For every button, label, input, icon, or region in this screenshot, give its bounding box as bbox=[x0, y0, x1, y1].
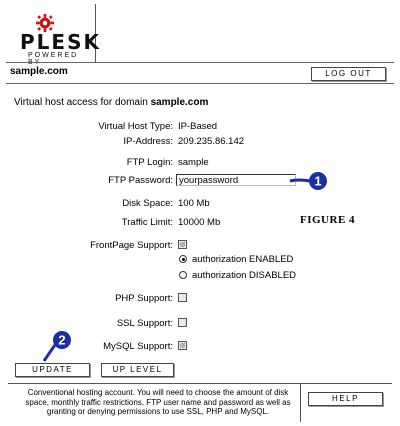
update-button[interactable]: UPDATE bbox=[15, 363, 90, 377]
traffic-limit-label: Traffic Limit: bbox=[121, 217, 173, 228]
annotation-marker-1 bbox=[288, 170, 328, 192]
php-support-label: PHP Support: bbox=[115, 293, 173, 304]
logo-subtext: POWERED BY bbox=[28, 52, 79, 66]
traffic-limit-value: 10000 Mb bbox=[178, 217, 221, 228]
ip-address-label: IP-Address: bbox=[123, 136, 173, 147]
figure-label: FIGURE 4 bbox=[300, 214, 356, 226]
ftp-login-label: FTP Login: bbox=[126, 157, 173, 168]
ftp-password-label: FTP Password: bbox=[108, 175, 173, 186]
help-button[interactable]: HELP bbox=[308, 392, 383, 406]
current-domain: sample.com bbox=[10, 66, 68, 77]
plesk-logo bbox=[6, 4, 101, 66]
annotation-marker-1-number: 1 bbox=[314, 173, 322, 189]
auth-enabled-label: authorization ENABLED bbox=[192, 254, 294, 265]
frontpage-support-label: FrontPage Support: bbox=[90, 240, 173, 251]
disk-space-value: 100 Mb bbox=[178, 198, 210, 209]
host-type-value: IP-Based bbox=[178, 121, 218, 132]
frontpage-support-checkbox[interactable] bbox=[178, 240, 187, 249]
ssl-support-label: SSL Support: bbox=[116, 318, 173, 329]
mysql-support-label: MySQL Support: bbox=[103, 341, 173, 352]
php-support-checkbox[interactable] bbox=[178, 293, 187, 302]
ftp-login-value: sample bbox=[178, 157, 209, 168]
footer-help-text: Conventional hosting account. You will need to choose the amount of disk space, monthly traffic restrictions, FTP user name and password as well as granting or denying permissions to use SSL, PHP and MySQL. bbox=[25, 388, 291, 416]
logout-button[interactable]: LOG OUT bbox=[311, 67, 386, 81]
disk-space-label: Disk Space: bbox=[122, 198, 173, 209]
ip-address-value: 209.235.86.142 bbox=[178, 136, 245, 147]
page-title-domain: sample.com bbox=[150, 97, 209, 108]
ssl-support-checkbox[interactable] bbox=[178, 318, 187, 327]
logo-wordmark: PLESK bbox=[20, 30, 101, 54]
ftp-password-input[interactable] bbox=[176, 174, 296, 186]
host-type-label: Virtual Host Type: bbox=[98, 121, 173, 132]
page-title bbox=[14, 97, 208, 108]
annotation-marker-2 bbox=[40, 328, 76, 364]
mysql-support-checkbox[interactable] bbox=[178, 341, 187, 350]
auth-disabled-label: authorization DISABLED bbox=[192, 270, 297, 281]
up-level-button[interactable]: UP LEVEL bbox=[101, 363, 174, 377]
page-title-prefix: Virtual host access for domain bbox=[14, 97, 148, 108]
auth-disabled-radio[interactable] bbox=[179, 271, 187, 279]
auth-enabled-radio[interactable] bbox=[179, 255, 187, 263]
annotation-marker-2-number: 2 bbox=[58, 332, 66, 348]
footer-divider bbox=[300, 383, 301, 422]
